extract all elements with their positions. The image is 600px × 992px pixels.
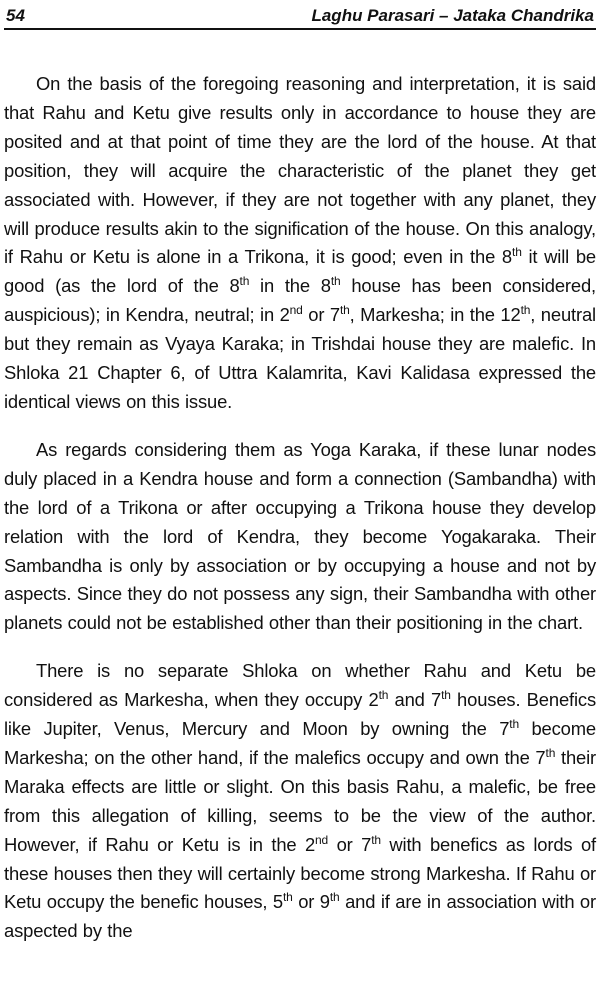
ordinal-suffix: nd bbox=[315, 832, 329, 847]
ordinal-suffix: th bbox=[339, 303, 350, 318]
text-run: it will be good (as the lord of the 8 bbox=[4, 246, 596, 297]
text-run: , neutral but they remain as Vyaya Karaka; in Trishdai house they are malefic. In Shloka 21 Chapter 6, of Uttra Kalamrita, Kavi Kalidasa expressed the identical views on this issue. bbox=[4, 304, 596, 412]
ordinal-suffix: th bbox=[378, 688, 389, 703]
text-run: with benefics as lords of these houses then they will certainly become strong Markesha. If Rahu or Ketu occupy the benefic houses, 5 bbox=[4, 833, 596, 913]
text-run: There is no separate Shloka on whether Rahu and Ketu be considered as Markesha, when they occupy 2 bbox=[4, 660, 596, 711]
text-run: or 7 bbox=[302, 304, 340, 326]
paragraph-3 bbox=[4, 657, 596, 946]
paragraph-1 bbox=[4, 70, 596, 417]
text-run: in the 8 bbox=[249, 275, 331, 297]
ordinal-suffix: nd bbox=[289, 303, 303, 318]
ordinal-suffix: th bbox=[330, 274, 341, 289]
text-run: become Markesha; on the other hand, if the malefics occupy and own the 7 bbox=[4, 718, 596, 768]
ordinal-suffix: th bbox=[512, 245, 522, 260]
ordinal-suffix: th bbox=[329, 890, 340, 905]
text-run: , Markesha; in the 12 bbox=[349, 304, 521, 326]
text-run: houses. Benefics like Jupiter, Venus, Mercury and Moon by owning the 7 bbox=[4, 689, 597, 740]
ordinal-suffix: th bbox=[282, 890, 293, 905]
text-run: As regards considering them as Yoga Karaka, if these lunar nodes duly placed in a Kendra house and form a connection (Sambandha) with the lord of a Trikona or after occupying a Trikona house they develop relation with the lord of Kendra, they become Yogakaraka. Their Sambandha is only by association or by occupying a house and not by aspects. Since they do not possess any sign, their Sambandha with other planets could not be established other than their positioning in the chart. bbox=[4, 438, 596, 634]
page-number: 54 bbox=[6, 6, 25, 25]
text-run: or 9 bbox=[292, 891, 330, 913]
paragraph-2 bbox=[4, 436, 596, 638]
text-run: and if are in association with or aspected by the bbox=[4, 891, 596, 942]
ordinal-suffix: th bbox=[441, 688, 451, 703]
ordinal-suffix: th bbox=[545, 745, 556, 760]
ordinal-suffix: th bbox=[371, 832, 381, 847]
body-text bbox=[4, 70, 596, 965]
running-title: Laghu Parasari – Jataka Chandrika bbox=[311, 6, 594, 25]
ordinal-suffix: th bbox=[509, 717, 519, 732]
text-run: and 7 bbox=[388, 689, 442, 711]
text-run: or 7 bbox=[328, 833, 372, 855]
ordinal-suffix: th bbox=[520, 303, 531, 318]
ordinal-suffix: th bbox=[239, 274, 250, 289]
page-header bbox=[4, 0, 596, 30]
text-run: their Maraka effects are little or slight. On this basis Rahu, a malefic, be free from this allegation of killing, seems to be the view of the author. However, if Rahu or Ketu is in the 2 bbox=[4, 746, 597, 855]
text-run: On the basis of the foregoing reasoning and interpretation, it is said that Rahu and Ketu give results only in accordance to house they are posited and at that point of time they are the lord of the house. At that position, they will acquire the characteristic of the planet they get associated with. However, if they are not together with any planet, they will produce results akin to the signification of the house. On this analogy, if Rahu or Ketu is alone in a Trikona, it is good; even in the 8 bbox=[4, 73, 596, 268]
text-run: house has been considered, auspicious); in Kendra, neutral; in 2 bbox=[4, 275, 596, 326]
